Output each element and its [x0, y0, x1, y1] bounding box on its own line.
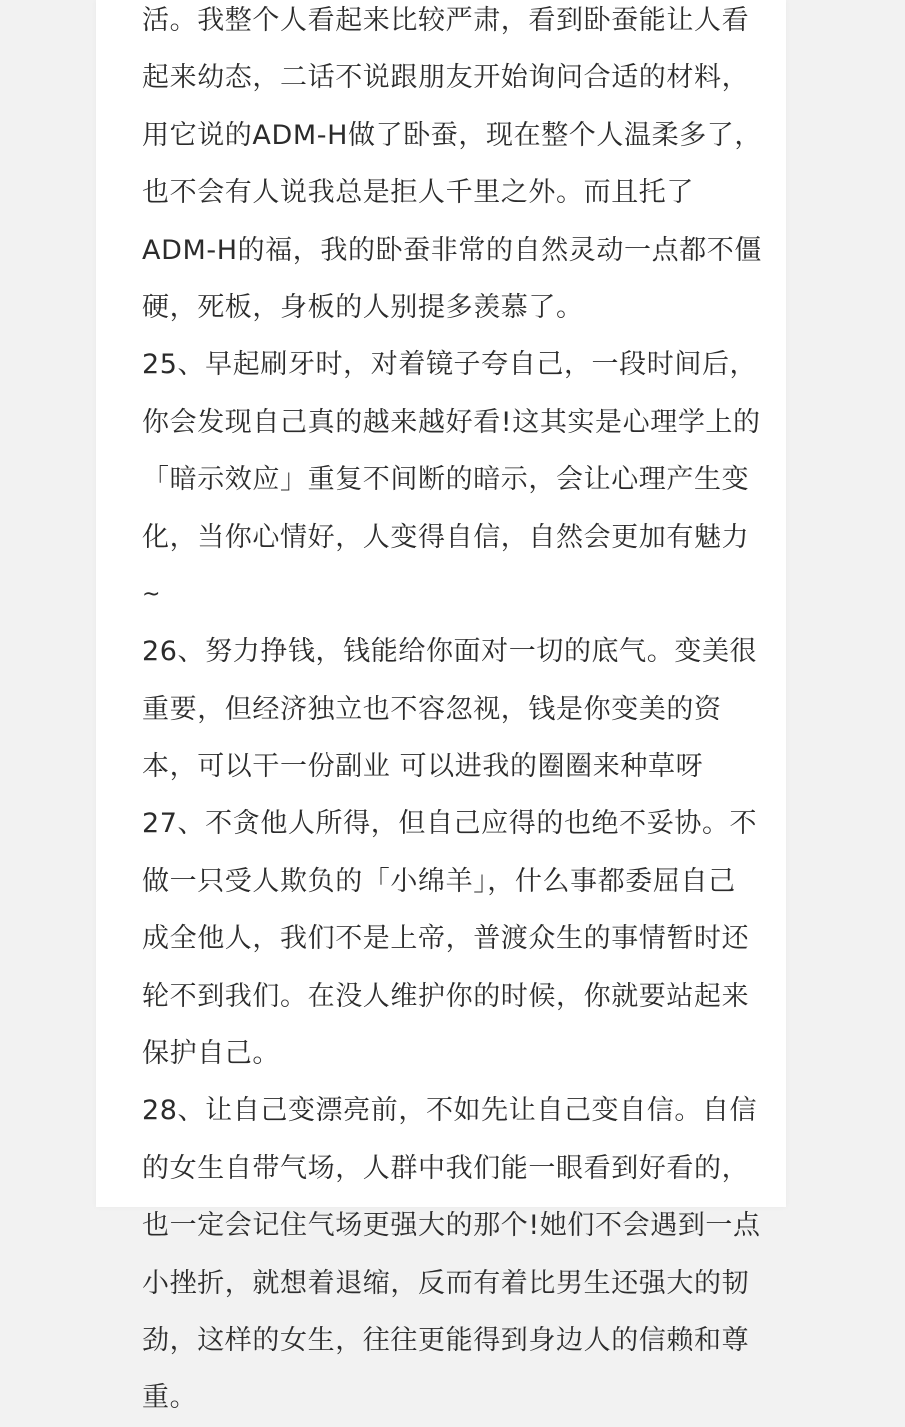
text-line: 重。 — [142, 1382, 198, 1414]
text-line: 重要，但经济独立也不容忽视，钱是你变美的资 — [142, 693, 722, 725]
article-body — [142, 0, 782, 1427]
text-line: 劲，这样的女生，往往更能得到身边人的信赖和尊 — [142, 1324, 750, 1356]
text-line: 「暗示效应」重复不间断的暗示，会让心理产生变 — [142, 464, 750, 496]
text-line: ADM-H的福，我的卧蚕非常的自然灵动一点都不僵 — [142, 234, 763, 266]
item-25-line: 25、早起刷牙时，对着镜子夸自己，一段时间后， — [142, 349, 758, 381]
text-line: ~ — [142, 581, 162, 607]
text-line: 也不会有人说我总是拒人千里之外。而且托了 — [142, 177, 694, 209]
text-line: 做一只受人欺负的「小绵羊」，什么事都委屈自己 — [142, 865, 736, 897]
text-line: 成全他人，我们不是上帝，普渡众生的事情暂时还 — [142, 923, 750, 955]
text-line: 硬，死板，身板的人别提多羡慕了。 — [142, 291, 584, 323]
text-line: 轮不到我们。在没人维护你的时候，你就要站起来 — [142, 980, 750, 1012]
item-26-line: 26、努力挣钱，钱能给你面对一切的底气。变美很 — [142, 636, 758, 668]
text-line: 用它说的ADM-H做了卧蚕，现在整个人温柔多了， — [142, 119, 763, 151]
text-line: 保护自己。 — [142, 1038, 280, 1070]
item-27-line: 27、不贪他人所得，但自己应得的也绝不妥协。不 — [142, 808, 758, 840]
text-line: 本，可以干一份副业 可以进我的圈圈来种草呀 — [142, 751, 704, 783]
text-line: 小挫折，就想着退缩，反而有着比男生还强大的韧 — [142, 1267, 750, 1299]
text-line: 起来幼态，二话不说跟朋友开始询问合适的材料， — [142, 62, 750, 94]
text-line: 的女生自带气场，人群中我们能一眼看到好看的， — [142, 1152, 750, 1184]
text-line: 活。我整个人看起来比较严肃，看到卧蚕能让人看 — [142, 5, 750, 36]
text-line: 化，当你心情好，人变得自信，自然会更加有魅力 — [142, 521, 750, 553]
text-line: 你会发现自己真的越来越好看!这其实是心理学上的 — [142, 406, 761, 438]
item-28-line: 28、让自己变漂亮前，不如先让自己变自信。自信 — [142, 1095, 758, 1127]
text-line: 也一定会记住气场更强大的那个!她们不会遇到一点 — [142, 1210, 761, 1242]
